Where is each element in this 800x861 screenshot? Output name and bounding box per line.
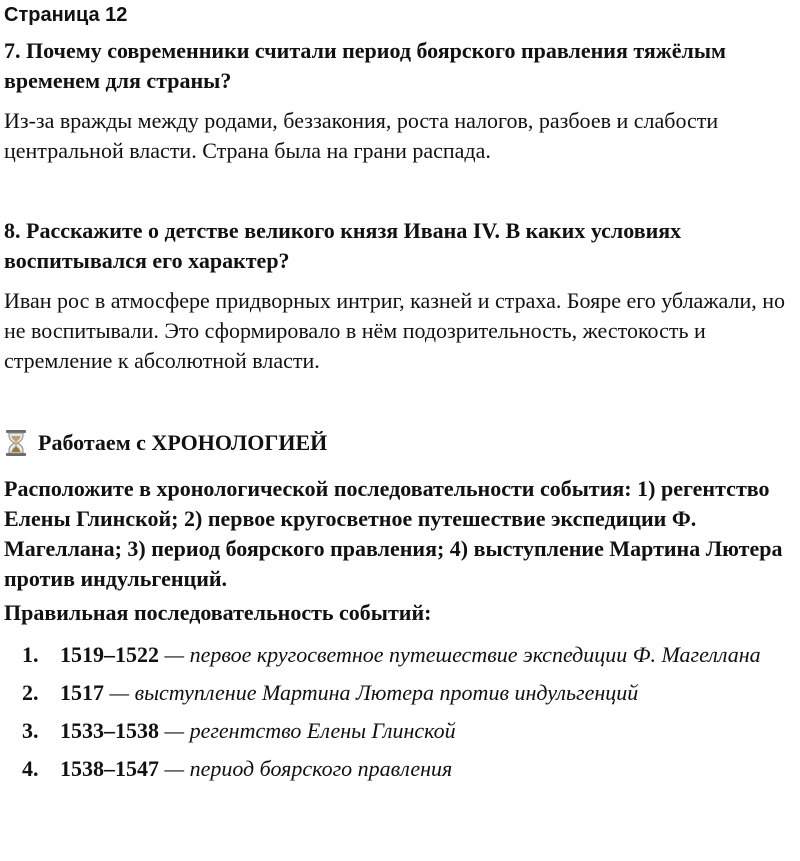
- event-number: 3.: [22, 718, 39, 743]
- question-7: 7. Почему современники считали период боярского правления тяжёлым временем для страны?: [4, 38, 726, 93]
- sequence-heading: Правильная последовательность событий:: [4, 600, 432, 625]
- chronology-task: Расположите в хронологической последовательности события: 1) регентство Елены Глинской; 2) первое кругосветное путешествие экспедиции Ф. Магеллана; 3) период боярского правления; 4) выступление Мартина Лютера против индульгенций.: [4, 476, 783, 591]
- list-item: [4, 678, 764, 708]
- event-years: 1517: [60, 680, 110, 705]
- list-item: [4, 640, 764, 670]
- answer-8: Иван рос в атмосфере придворных интриг, казней и страха. Бояре его ублажали, но не воспитывали. Это сформировало в нём подозрительность, жестокость и стремление к абсолютной власти.: [4, 288, 785, 373]
- event-number: 1.: [22, 642, 39, 667]
- list-item: [4, 754, 764, 784]
- event-description: первое кругосветное путешествие экспедиции Ф. Магеллана: [189, 642, 761, 667]
- answer-7: Из-за вражды между родами, беззакония, роста налогов, разбоев и слабости центральной власти. Страна была на грани распада.: [4, 108, 719, 163]
- event-dash: —: [164, 718, 190, 743]
- event-years: 1519–1522: [60, 642, 165, 667]
- event-dash: —: [164, 642, 190, 667]
- event-description: период боярского правления: [189, 756, 453, 781]
- event-description: выступление Мартина Лютера против индульгенций: [134, 680, 639, 705]
- event-dash: —: [164, 756, 190, 781]
- event-number: 4.: [22, 756, 39, 781]
- question-8: 8. Расскажите о детстве великого князя Ивана IV. В каких условиях воспитывался его характер?: [4, 218, 682, 273]
- hourglass-icon: [4, 429, 28, 457]
- chronology-heading: [4, 426, 327, 460]
- chronology-title: Работаем с ХРОНОЛОГИЕЙ: [38, 430, 328, 455]
- list-item: [4, 716, 764, 746]
- event-years: 1538–1547: [60, 756, 165, 781]
- event-years: 1533–1538: [60, 718, 165, 743]
- event-description: регентство Елены Глинской: [189, 718, 456, 743]
- event-dash: —: [109, 680, 135, 705]
- events-list: [4, 640, 764, 792]
- event-number: 2.: [22, 680, 39, 705]
- page-header: Страница 12: [4, 4, 128, 26]
